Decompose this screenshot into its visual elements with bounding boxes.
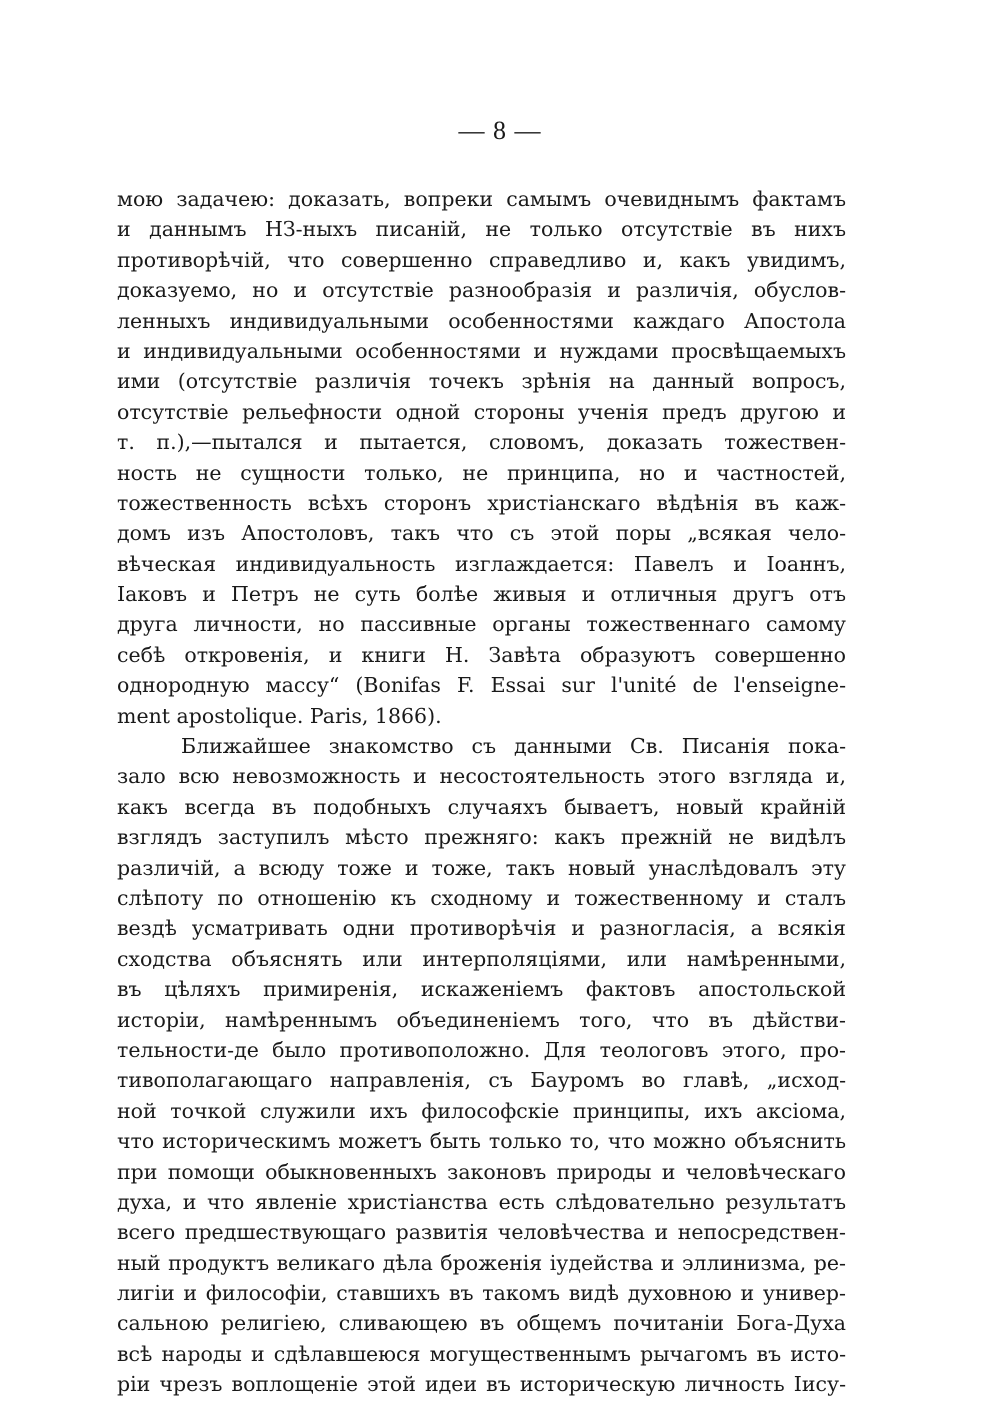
text-line: лигіи и философіи, ставшихъ въ такомъ видѣ духовною и универ- [117,1281,846,1306]
text-line: вѣческая индивидуальность изглаждается: Павелъ и Іоаннъ, [117,551,846,576]
text-line: Ближайшее знакомство съ данными Св. Писанія пока- [181,734,846,759]
text-line: ими (отсутствіе различія точекъ зрѣнія на данный вопросъ, [117,369,846,394]
text-line: доказуемо, но и отсутствіе разнообразія и различія, обуслов- [117,278,846,303]
text-line: друга личности, но пассивные органы тожественнаго самому [117,612,846,637]
text-line: зало всю невозможность и несостоятельность этого взгляда и, [117,764,846,789]
text-line: однородную массу“ (Bonifas F. Essai sur l'unité de l'enseigne- [117,673,846,698]
text-line: себѣ откровенія, и книги Н. Завѣта образуютъ совершенно [117,642,846,667]
text-line: и даннымъ НЗ-ныхъ писаній, не только отсутствіе въ нихъ [117,217,846,242]
text-line: всего предшествующаго развитія человѣчества и непосредствен- [117,1220,846,1245]
text-line: какъ всегда въ подобныхъ случаяхъ бываетъ, новый крайній [117,794,846,819]
text-line: тивополагающаго направленія, съ Бауромъ во главѣ, „исход- [117,1068,846,1093]
text-line: ность не сущности только, не принципа, но и частностей, [117,460,846,485]
text-line: слѣпоту по отношенію къ сходному и тожественному и сталъ [117,885,846,910]
text-line: ріи чрезъ воплощеніе этой идеи въ историческую личность Іису- [117,1372,846,1397]
text-line: духа, и что явленіе христіанства есть слѣдовательно результатъ [117,1189,846,1214]
text-line: противорѣчій, что совершенно справедливо и, какъ увидимъ, [117,247,846,272]
text-line: домъ изъ Апостоловъ, такъ что съ этой поры „всякая чело- [117,521,846,546]
text-line: что историческимъ можетъ быть только то, что можно объяснить [117,1129,846,1154]
text-line: въ цѣляхъ примиренія, искаженіемъ фактовъ апостольской [117,977,846,1002]
text-line: отсутствіе рельефности одной стороны ученія предъ другою и [117,399,846,424]
text-line: и индивидуальными особенностями и нуждами просвѣщаемыхъ [117,338,846,363]
text-line: сальною религіею, сливающею въ общемъ почитаніи Бога-Духа [117,1311,846,1336]
text-line: взглядъ заступилъ мѣсто прежняго: какъ прежній не видѣлъ [117,825,846,850]
text-line: Іаковъ и Петръ не суть болѣе живыя и отличныя другъ отъ [117,582,846,607]
text-line: сходства объяснять или интерполяціями, или намѣренными, [117,946,846,971]
text-line: исторіи, намѣреннымъ объединеніемъ того, что въ дѣйстви- [117,1007,846,1032]
text-line: ный продуктъ великаго дѣла броженія іудейства и эллинизма, ре- [117,1250,846,1275]
page-number: — 8 — [458,116,542,145]
text-line: ленныхъ индивидуальными особенностями каждаго Апостола [117,308,846,333]
text-line: тожественность всѣхъ сторонъ христіанскаго вѣдѣнія въ каж- [117,490,846,515]
body-text [117,184,846,1400]
text-line: ной точкой служили ихъ философскіе принципы, ихъ аксіома, [117,1098,846,1123]
text-line: ment apostolique. Paris, 1866). [117,703,442,728]
text-line: тельности-де было противоположно. Для теологовъ этого, про- [117,1037,846,1062]
text-line: мою задачею: доказать, вопреки самымъ очевиднымъ фактамъ [117,187,846,211]
text-line: всѣ народы и сдѣлавшеюся могущественнымъ рычагомъ въ исто- [117,1341,846,1366]
text-line: вездѣ усматривать одни противорѣчія и разногласія, а всякія [117,916,846,941]
text-line: т. п.),—пытался и пытается, словомъ, доказать тожествен- [117,430,846,455]
text-line: различій, а всюду тоже и тоже, такъ новый унаслѣдовалъ эту [117,855,846,880]
text-line: при помощи обыкновенныхъ законовъ природы и человѣческаго [117,1159,846,1184]
